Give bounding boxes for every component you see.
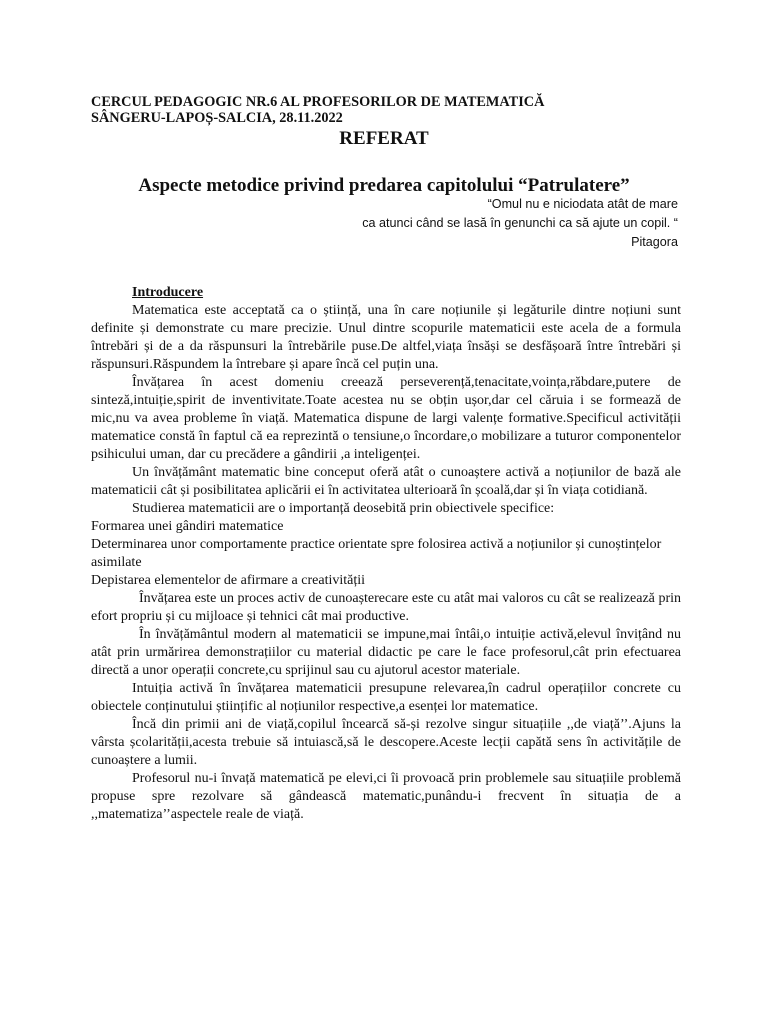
paragraph: Un învățământ matematic bine conceput oferă atât o cunoaștere activă a noțiunilor de bază ale matematicii cât și posibilitatea aplicării ei în activitatea ulterioară în școală,dar și în viața cotidiană. <box>91 465 681 498</box>
paragraph: Încă din primii ani de viață,copilul încearcă să-și rezolve singur situațiile ,,de viață’’.Ajuns la vârsta școlarității,acesta trebuie să intuiască,să le descopere.Aceste lecții capătă sens în activitățile de cunoaștere a lumii. <box>91 717 681 768</box>
list-item: Determinarea unor comportamente practice orientate spre folosirea activă a noțiunilor și cunoștințelor asimilate <box>91 537 662 570</box>
paragraph: Matematica este acceptată ca o știință, una în care noțiunile și legăturile dintre noțiuni sunt definite și demonstrate cu mare precizie. Unul dintre scopurile matematicii este acela de a formula întrebări și de a da răspunsuri la întrebările puse.De altfel,viața însăși se desfășoară între întrebări și răspunsuri.Răspundem la întrebare și apare încă cel puțin una. <box>91 303 681 372</box>
document-type: REFERAT <box>339 128 429 149</box>
paragraph: Învățarea în acest domeniu creează perseverență,tenacitate,voința,răbdare,putere de sinteză,intuiție,spirit de inventivitate.Toate acestea nu se obțin ușor,dar cel căruia i se formează de mic,nu va avea probleme în viață. Matematica dispune de largi valențe formative.Specificul activității matematice constă în faptul că ea reprezintă o tensiune,o încordare,o mobilizare a tuturor componentelor psihicului uman, dar cu precădere a gândirii ,a inteligenței. <box>91 375 681 462</box>
quote-author: Pitagora <box>631 235 678 249</box>
paragraph: În învățământul modern al matematicii se impune,mai întâi,o intuiție activă,elevul învițând nu atât prin urmărirea demonstrațiilor cu material didactic pe care le face profesorul,cât prin efectuarea directă a unor operații concrete,cu sprijinul sau cu ajutorul acestor materiale. <box>91 627 681 678</box>
list-item: Formarea unei gândiri matematice <box>91 519 284 534</box>
list-item: Depistarea elementelor de afirmare a creativității <box>91 573 366 588</box>
paragraph: Intuiția activă în învățarea matematicii presupune relevarea,în cadrul operațiilor concrete cu obiectele conținutului științific al noțiunilor respective,a esenței lor matematice. <box>91 681 681 714</box>
paragraph: Profesorul nu-i învață matematică pe elevi,ci îi provoacă prin problemele sau situațiile problemă propuse spre rezolvare să gândească matematic,punându-i frecvent în situația de a ,,matematiza’’aspectele reale de viață. <box>91 771 681 822</box>
header-organization: CERCUL PEDAGOGIC NR.6 AL PROFESORILOR DE MATEMATICĂ <box>91 94 545 110</box>
paragraph: Studierea matematicii are o importanță deosebită prin obiectivele specifice: <box>132 501 555 516</box>
document-body <box>91 284 681 824</box>
section-heading: Introducere <box>132 285 204 300</box>
document-title: Aspecte metodice privind predarea capitolului “Patrulatere” <box>138 175 630 196</box>
quote-line-1: “Omul nu e niciodata atât de mare <box>487 197 678 211</box>
quote-line-2: ca atunci când se lasă în genunchi ca să ajute un copil. “ <box>362 216 678 230</box>
paragraph: Învățarea este un proces activ de cunoașterecare este cu atât mai valoros cu cât se realizează prin efort propriu și cu mijloace și tehnici cât mai productive. <box>91 591 681 624</box>
header-location-date: SÂNGERU-LAPOȘ-SALCIA, 28.11.2022 <box>91 110 343 126</box>
